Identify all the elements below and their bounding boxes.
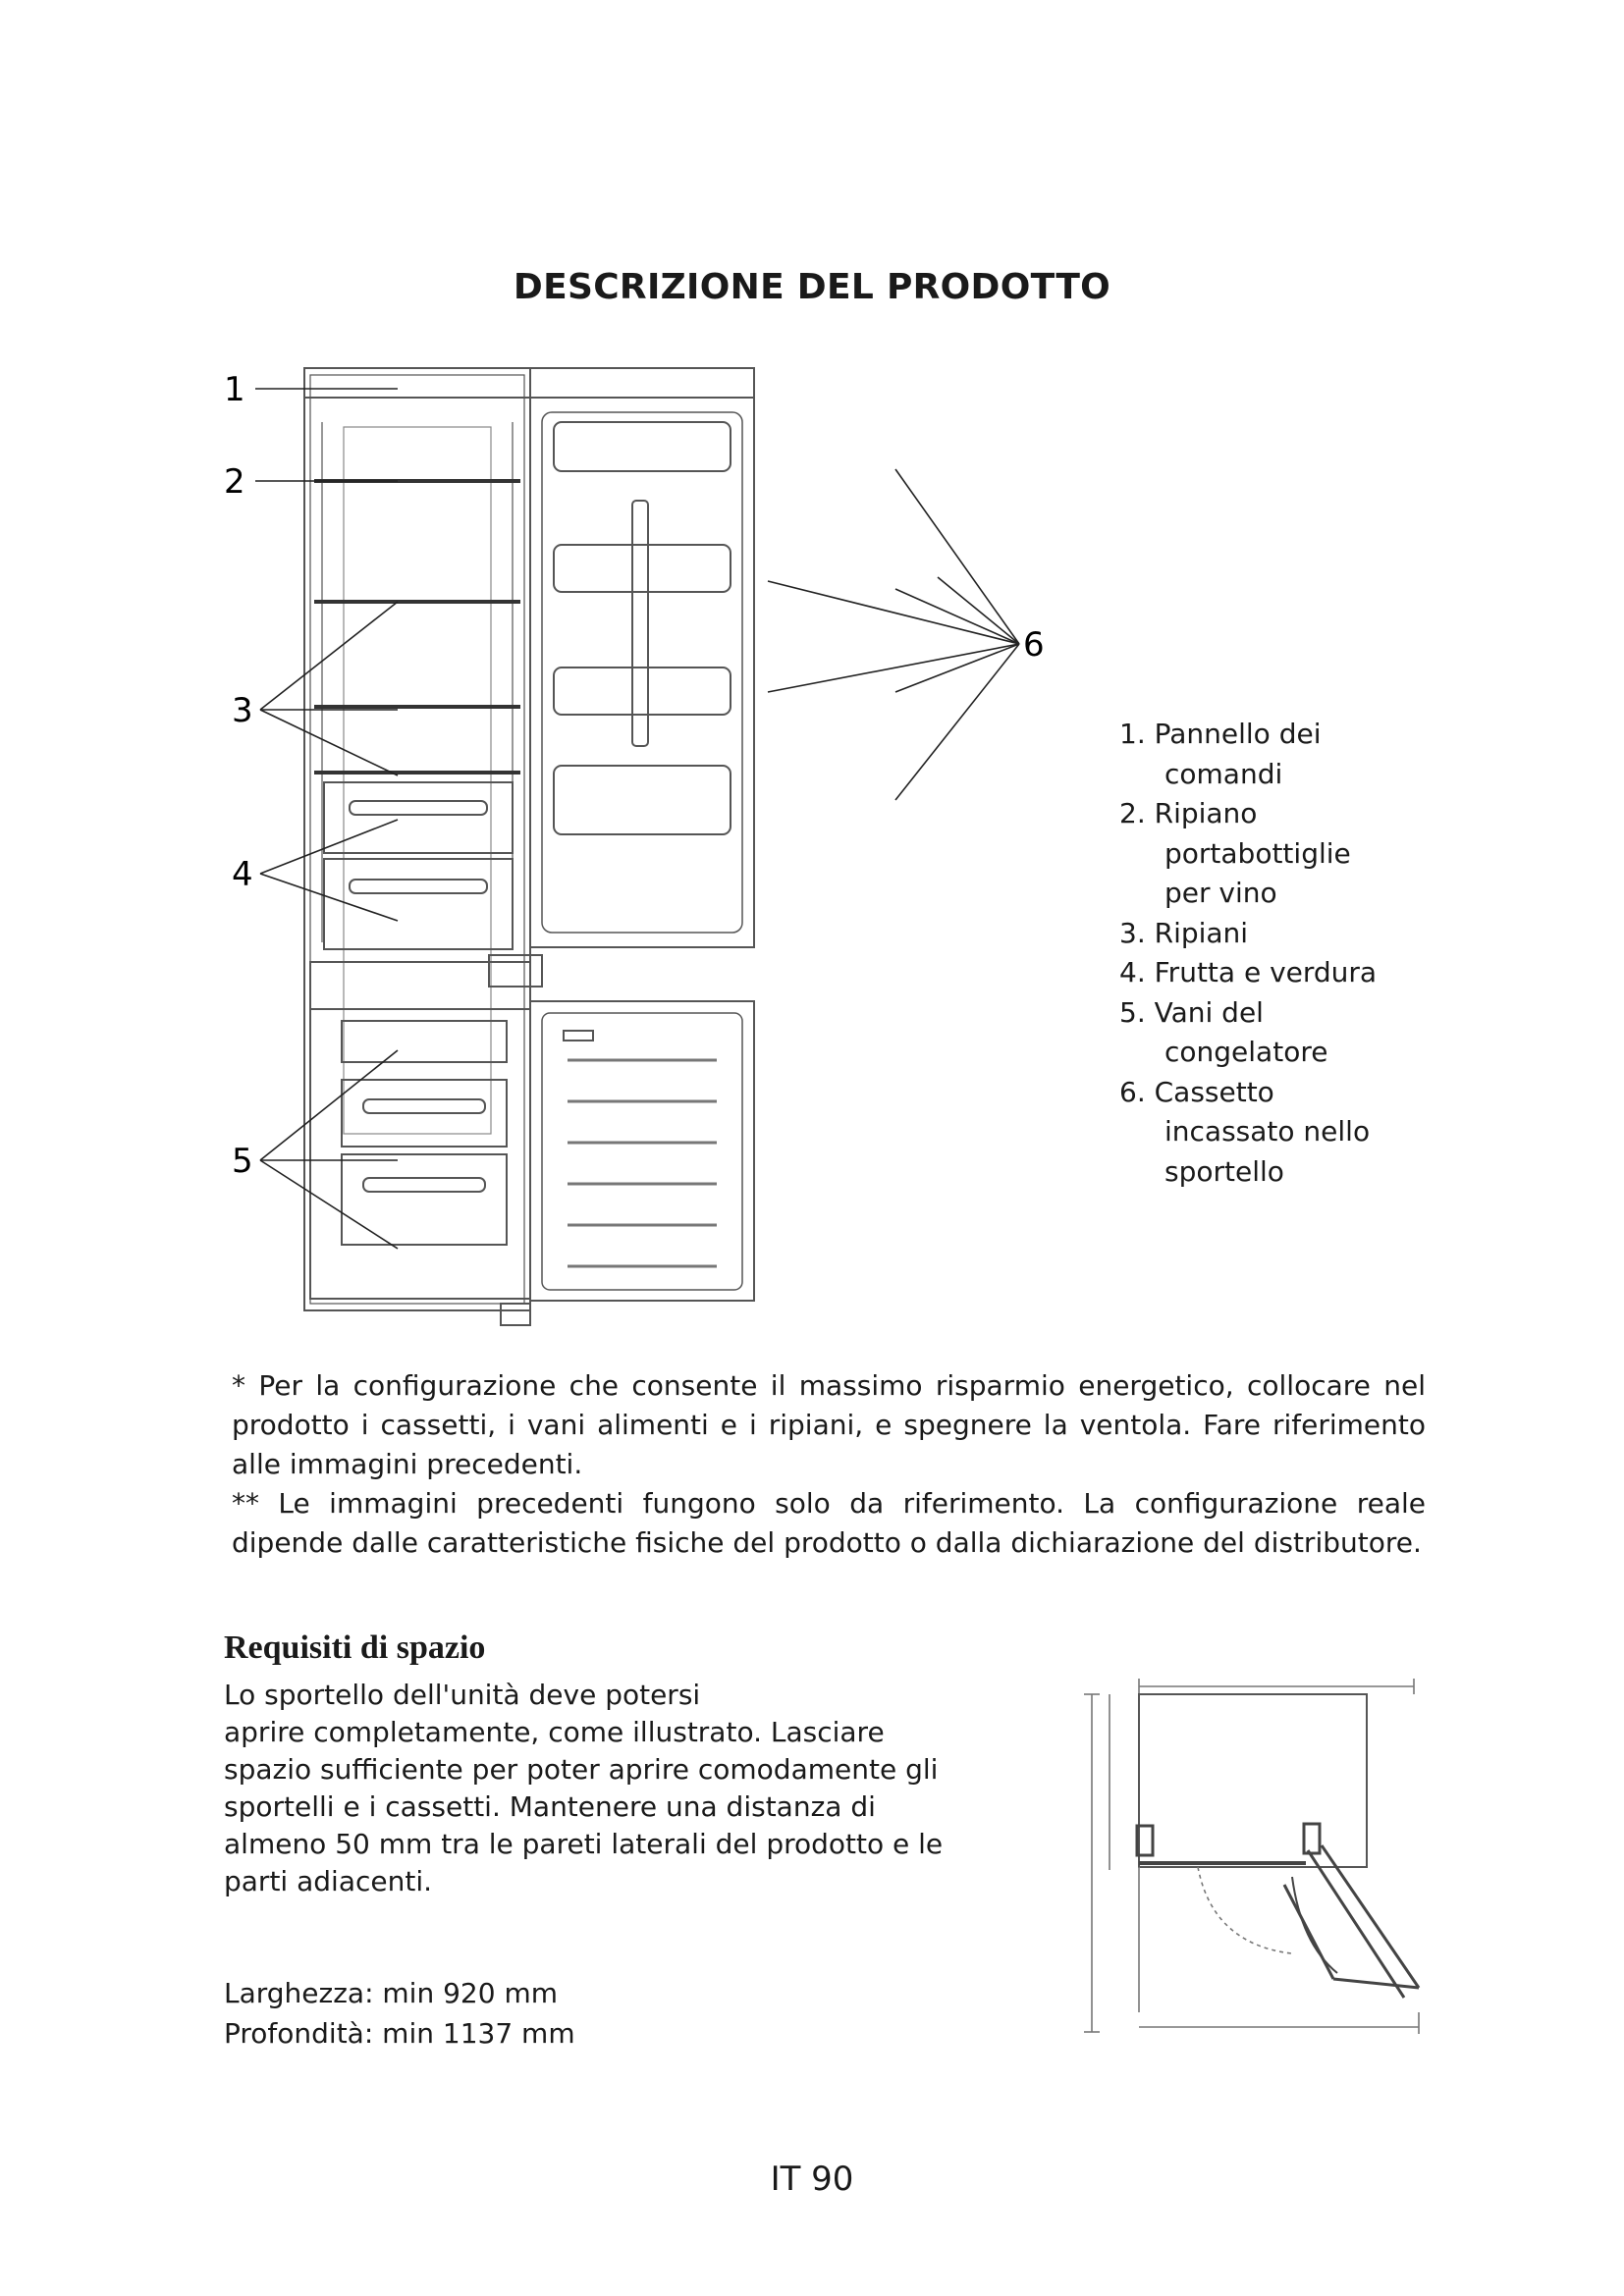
legend-item: 4. Frutta e verdura bbox=[1119, 956, 1378, 988]
clearance-diagram bbox=[1080, 1649, 1453, 2042]
notes bbox=[232, 1366, 1426, 1563]
legend-item: 5. Vani del congelatore bbox=[1119, 995, 1328, 1068]
section-title: Requisiti di spazio bbox=[224, 1629, 486, 1666]
fridge-diagram bbox=[196, 353, 1080, 1335]
callout-6: 6 bbox=[1023, 625, 1045, 665]
min-width: Larghezza: min 920 mm bbox=[224, 1977, 559, 2009]
callout-2: 2 bbox=[224, 462, 245, 502]
legend-item: 2. Ripiano portabottiglie per vino bbox=[1119, 797, 1351, 909]
legend-item: 6. Cassetto incassato nello sportello bbox=[1119, 1075, 1371, 1188]
callout-5: 5 bbox=[232, 1142, 253, 1181]
callout-3: 3 bbox=[232, 691, 253, 730]
note-reference: ** Le immagini precedenti fungono solo da riferimento. La configurazione reale dipende dalle caratteristiche fisiche del prodotto o dalla dichiarazione del distributore. bbox=[232, 1487, 1426, 1559]
min-depth: Profondità: min 1137 mm bbox=[224, 2017, 575, 2050]
requirements-dimensions bbox=[224, 1973, 575, 2054]
callout-1: 1 bbox=[224, 370, 245, 409]
note-energy: * Per la configurazione che consente il massimo risparmio energetico, collocare nel prodotto i cassetti, i vani alimenti e i ripiani, e spegnere la ventola. Fare riferimento alle immagini precedenti. bbox=[232, 1369, 1426, 1480]
legend-item: 3. Ripiani bbox=[1119, 916, 1249, 949]
parts-legend bbox=[1119, 715, 1377, 1192]
callout-4: 4 bbox=[232, 855, 253, 894]
page-number: IT 90 bbox=[770, 2160, 854, 2199]
page-title: DESCRIZIONE DEL PRODOTTO bbox=[513, 267, 1111, 307]
legend-item: 1. Pannello dei comandi bbox=[1119, 718, 1322, 790]
requirements-text: Lo sportello dell'unità deve potersi aprire completamente, come illustrato. Lasciare spazio sufficiente per poter aprire comodamente gli sportelli e i cassetti. Mantenere una distanza di almeno 50 mm tra le pareti laterali del prodotto e le parti adiacenti. bbox=[224, 1679, 944, 1897]
